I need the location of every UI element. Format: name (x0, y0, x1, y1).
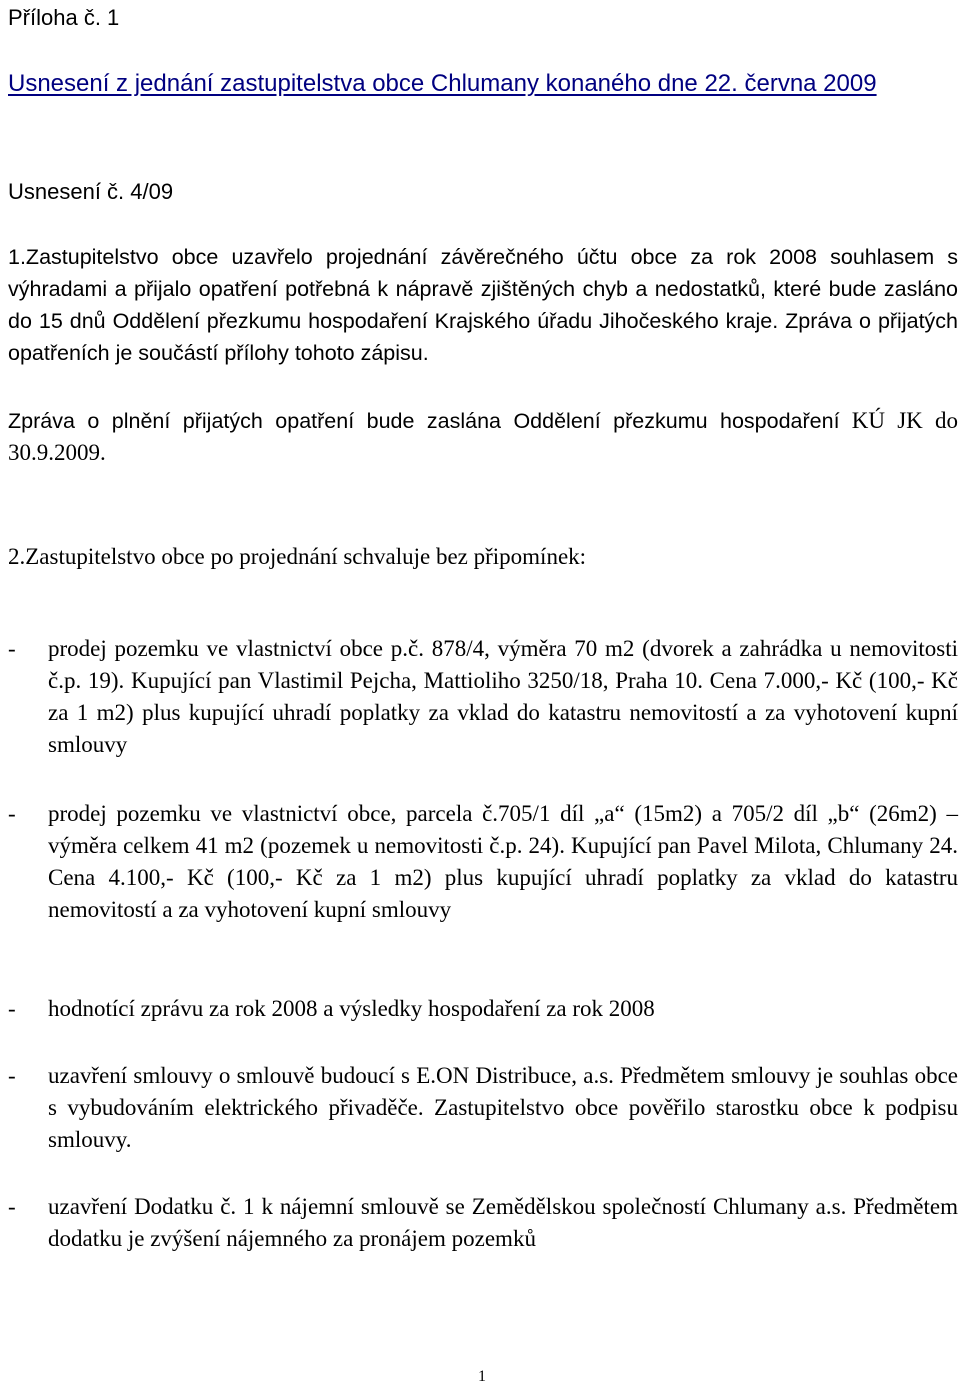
point-1-report-text: Zpráva o plnění přijatých opatření bude zaslána Oddělení přezkumu hospodaření (8, 409, 840, 433)
list-dash: - (8, 801, 16, 826)
document-page (8, 0, 958, 1385)
resolution-number: Usnesení č. 4/09 (8, 179, 174, 204)
point-1-paragraph (8, 241, 958, 369)
point-2-heading: 2.Zastupitelstvo obce po projednání schvaluje bez připomínek: (8, 544, 587, 569)
list-dash: - (8, 1194, 16, 1219)
point-1-report-deadline: KÚ JK do 30.9.2009. (8, 408, 959, 465)
page-number: 1 (478, 1368, 486, 1385)
list-item-text: prodej pozemku ve vlastnictví obce p.č. 878/4, výměra 70 m2 (dvorek a zahrádka u nemovitosti č.p. 19). Kupující pan Vlastimil Pejcha, Mattioliho 3250/18, Praha 10. Cena 7.000,- Kč (100,- Kč za 1 m2) plus kupující uhradí poplatky za vklad do katastru nemovitostí a za vyhotovení kupní smlouvy (48, 636, 958, 757)
list-item-text: hodnotící zprávu za rok 2008 a výsledky hospodaření za rok 2008 (48, 996, 655, 1021)
list-dash: - (8, 636, 16, 661)
document-title: Usnesení z jednání zastupitelstva obce Chlumany konaného dne 22. června 2009 (8, 70, 877, 97)
list-item-text: prodej pozemku ve vlastnictví obce, parcela č.705/1 díl „a“ (15m2) a 705/2 díl „b“ (26m2) – výměra celkem 41 m2 (pozemek u nemovitosti č.p. 24). Kupující pan Pavel Milota, Chlumany 24. Cena 4.100,- Kč (100,- Kč za 1 m2) plus kupující uhradí poplatky za vklad do katastru nemovitostí a za vyhotovení kupní smlouvy (48, 801, 958, 922)
point-1-text: 1.Zastupitelstvo obce uzavřelo projednání závěrečného účtu obce za rok 2008 souhlasem s výhradami a přijalo opatření potřebná k nápravě zjištěných chyb a nedostatků, které bude zasláno do 15 dnů Oddělení přezkumu hospodaření Krajského úřadu Jihočeského kraje. Zpráva o přijatých opatřeních je součástí přílohy tohoto zápisu. (8, 245, 958, 365)
list-dash: - (8, 996, 16, 1021)
annex-label: Příloha č. 1 (8, 5, 120, 30)
list-item-text: uzavření smlouvy o smlouvě budoucí s E.ON Distribuce, a.s. Předmětem smlouvy je souhlas obce s vybudováním elektrického přivaděče. Zastupitelstvo obce pověřilo starostku obce k podpisu smlouvy. (48, 1063, 958, 1152)
point-1-report-paragraph (8, 405, 958, 469)
list-dash: - (8, 1063, 16, 1088)
list-item-text: uzavření Dodatku č. 1 k nájemní smlouvě se Zemědělskou společností Chlumany a.s. Předmětem dodatku je zvýšení nájemného za pronájem pozemků (48, 1194, 958, 1251)
